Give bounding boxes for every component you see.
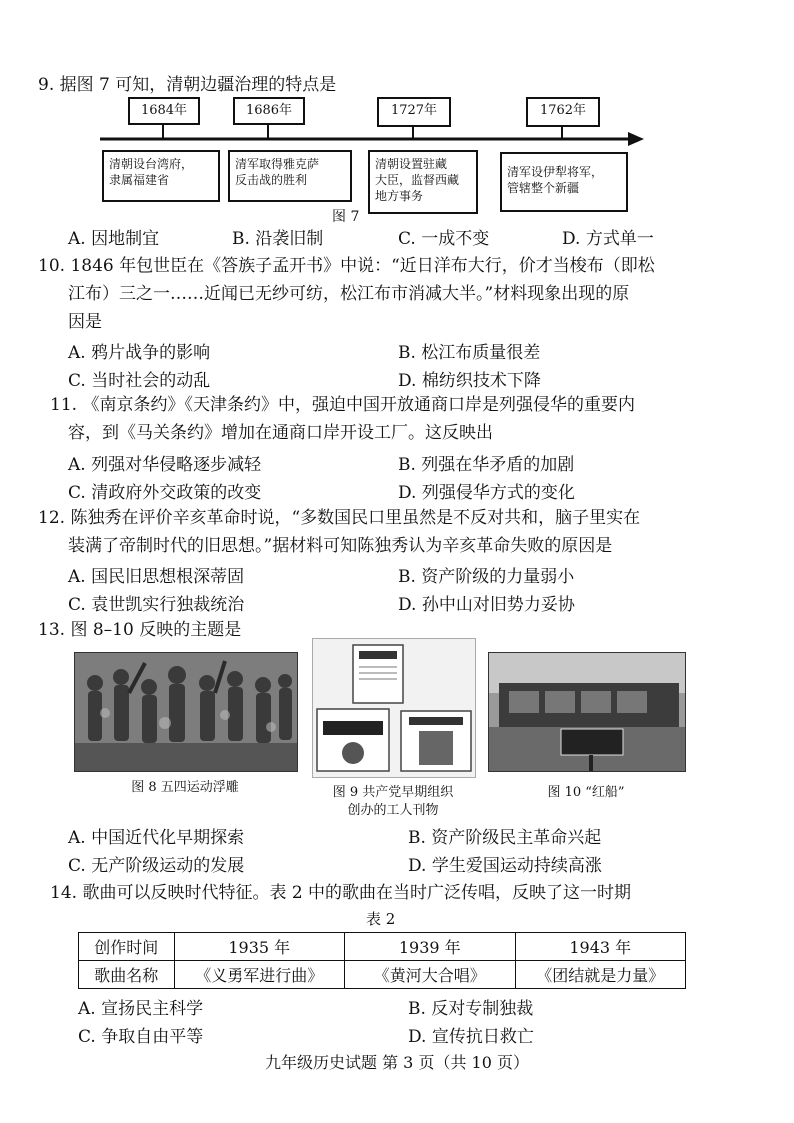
fig8-caption: 图 8 五四运动浮雕: [131, 780, 239, 795]
timeline-year-1686: 1686年: [233, 97, 305, 125]
timeline-year-1762: 1762年: [526, 97, 600, 127]
q11-line2: 容，到《马关条约》增加在通商口岸开设工厂。这反映出: [68, 423, 493, 443]
q12-line2: 装满了帝制时代的旧思想。”据材料可知陈独秀认为辛亥革命失败的原因是: [68, 536, 613, 556]
q11-option-c[interactable]: C. 清政府外交政策的改变: [68, 483, 262, 503]
q11-option-d[interactable]: D. 列强侵华方式的变化: [398, 483, 575, 503]
table-cell: 《团结就是力量》: [515, 961, 686, 989]
boat-illustration: [489, 653, 685, 771]
relief-illustration: [75, 653, 297, 771]
q10-line1: 10. 1846 年包世臣在《答族子孟开书》中说：“近日洋布大行，价才当梭布（即松: [38, 256, 655, 276]
may-fourth-relief-image: [74, 652, 298, 772]
songs-table: [78, 932, 686, 989]
event-text: 反击战的胜利: [235, 173, 308, 187]
q14-stem: 14. 歌曲可以反映时代特征。表 2 中的歌曲在当时广泛传唱，反映了这一时期: [50, 883, 632, 903]
q10-option-a[interactable]: A. 鸦片战争的影响: [68, 343, 211, 363]
table-cell: 《黄河大合唱》: [345, 961, 515, 989]
q10-option-b[interactable]: B. 松江布质量很差: [398, 343, 541, 363]
q14-option-a[interactable]: A. 宣扬民主科学: [78, 999, 204, 1019]
event-text: 清军取得雅克萨: [235, 157, 320, 171]
timeline-year-1684: 1684年: [128, 97, 200, 125]
q11-option-a[interactable]: A. 列强对华侵略逐步减轻: [68, 455, 262, 475]
q14-option-b[interactable]: B. 反对专制独裁: [408, 999, 534, 1019]
q9-stem: 9. 据图 7 可知，清朝边疆治理的特点是: [38, 75, 337, 95]
table-header-cell: 创作时间: [79, 933, 175, 961]
table-row: [79, 961, 686, 989]
q13-stem: 13. 图 8–10 反映的主题是: [38, 620, 242, 640]
timeline-event-1727: [368, 150, 478, 214]
q12-line1: 12. 陈独秀在评价辛亥革命时说，“多数国民口里虽然是不反对共和，脑子里实在: [38, 508, 641, 528]
table-row: [79, 933, 686, 961]
q10-line2: 江布）三之一……近闻已无纱可纺，松江布市消减大半。”材料现象出现的原: [68, 284, 630, 304]
q14-option-c[interactable]: C. 争取自由平等: [78, 1027, 204, 1047]
q12-option-b[interactable]: B. 资产阶级的力量弱小: [398, 567, 575, 587]
event-text: 清朝设置驻藏: [375, 157, 448, 171]
event-text: 隶属福建省: [109, 173, 170, 187]
q10-line3: 因是: [68, 312, 102, 332]
q12-option-c[interactable]: C. 袁世凯实行独裁统治: [68, 595, 245, 615]
event-text: 地方事务: [375, 189, 424, 203]
fig10-caption: 图 10 “红船”: [547, 785, 625, 800]
q13-option-a[interactable]: A. 中国近代化早期探索: [68, 828, 245, 848]
timeline-event-1684: [102, 150, 220, 202]
q12-option-d[interactable]: D. 孙中山对旧势力妥协: [398, 595, 575, 615]
q10-option-c[interactable]: C. 当时社会的动乱: [68, 371, 211, 391]
timeline-year-1727: 1727年: [377, 97, 451, 127]
fig9-caption-line1: 图 9 共产党早期组织: [332, 785, 454, 800]
worker-journals-image: [312, 638, 476, 778]
fig9-caption-line2: 创办的工人刊物: [347, 803, 439, 818]
q13-option-b[interactable]: B. 资产阶级民主革命兴起: [408, 828, 602, 848]
page-footer: 九年级历史试题 第 3 页（共 10 页）: [265, 1053, 529, 1072]
table-cell: 《义勇军进行曲》: [174, 961, 344, 989]
event-text: 清朝设台湾府，: [109, 157, 194, 171]
q10-option-d[interactable]: D. 棉纺织技术下降: [398, 371, 541, 391]
q14-option-d[interactable]: D. 宣传抗日救亡: [408, 1027, 534, 1047]
timeline-event-1762: [500, 152, 628, 212]
timeline-event-1686: [228, 150, 352, 202]
table-header-cell: 歌曲名称: [79, 961, 175, 989]
q9-option-d[interactable]: D. 方式单一: [562, 229, 654, 249]
table-cell: 1935 年: [174, 933, 344, 961]
figure-label: 图 7: [332, 209, 360, 225]
table-cell: 1943 年: [515, 933, 686, 961]
red-boat-image: [488, 652, 686, 772]
q9-option-b[interactable]: B. 沿袭旧制: [232, 229, 324, 249]
q13-option-d[interactable]: D. 学生爱国运动持续高涨: [408, 856, 602, 876]
q9-option-a[interactable]: A. 因地制宜: [68, 229, 160, 249]
timeline-figure: [0, 0, 794, 230]
q9-option-c[interactable]: C. 一成不变: [398, 229, 490, 249]
q12-option-a[interactable]: A. 国民旧思想根深蒂固: [68, 567, 245, 587]
journals-illustration: [313, 639, 475, 777]
q11-line1: 11. 《南京条约》《天津条约》中，强迫中国开放通商口岸是列强侵华的重要内: [50, 395, 635, 415]
event-text: 大臣，监督西藏: [375, 173, 460, 187]
table-cell: 1939 年: [345, 933, 515, 961]
event-text: 管辖整个新疆: [507, 181, 580, 195]
event-text: 清军设伊犁将军，: [507, 165, 604, 179]
q13-option-c[interactable]: C. 无产阶级运动的发展: [68, 856, 245, 876]
q11-option-b[interactable]: B. 列强在华矛盾的加剧: [398, 455, 575, 475]
table-title: 表 2: [366, 910, 396, 928]
